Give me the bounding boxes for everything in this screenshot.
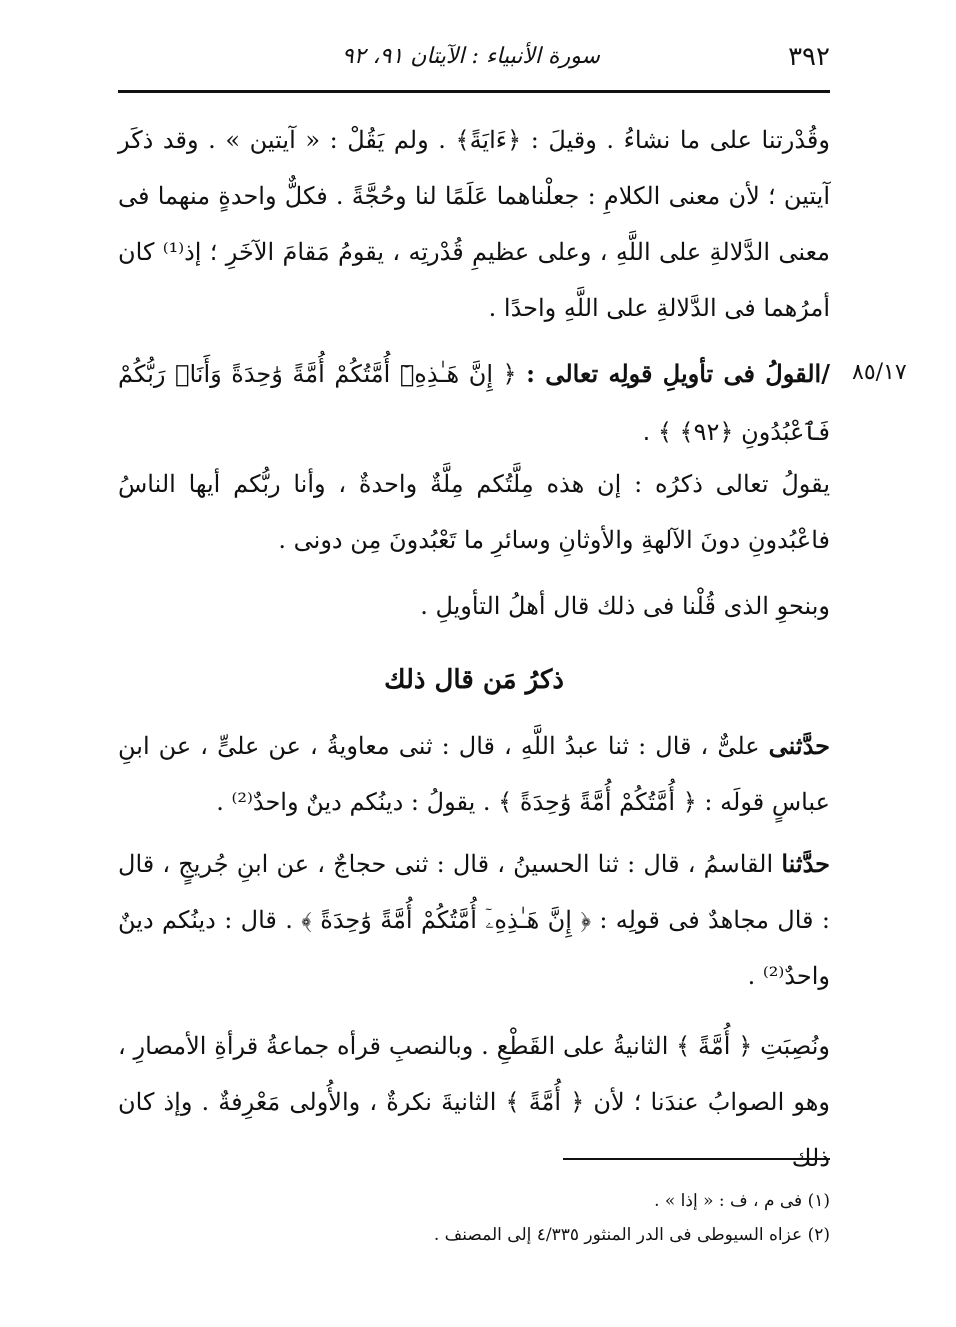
narration-1-lead: حدَّثنى — [768, 731, 830, 760]
section-title: ذكرُ مَن قال ذلك — [384, 665, 564, 695]
header-rule — [118, 90, 830, 93]
narration-2-text: القاسمُ ، قال : ثنا الحسينُ ، قال : ثنى حجاجٌ ، عن ابنِ جُريجٍ ، قال : قال مجاهدٌ فى قولِه : ﴿ إِنَّ هَـٰذِهِۦٓ أُمَّتُكُمْ أُمَّةً وَٰحِدَةً ﴾ . قال : دينُكم دينٌ واحدٌ⁽²⁾ . — [118, 850, 830, 990]
quran-verse: ﴿ إِنَّ هَـٰذِهِۦٓ أُمَّتُكُمْ أُمَّةً وَٰحِدَةً وَأَنَا۠ رَبُّكُمْ فَٱعْبُدُونِ ﴿٩٢﴾ ﴾ . — [118, 360, 830, 446]
narration-1 — [118, 718, 830, 830]
footnote-2: (٢) عزاه السيوطى فى الدر المنثور ٤/٣٣٥ إلى المصنف . — [433, 1225, 830, 1245]
verse-heading — [118, 345, 830, 461]
page-number: ٣٩٢ — [788, 42, 830, 72]
paragraph-4: ونُصِبَتِ ﴿ أُمَّةً ﴾ الثانيةُ على القَطْعِ . وبالنصبِ قرأه جماعةُ قرأةِ الأمصارِ ، وهو الصوابُ عندَنا ؛ لأن ﴿ أُمَّةً ﴾ الثانيةَ نكرةٌ ، والأُولى مَعْرِفةٌ . وإذ كان ذلك — [118, 1032, 831, 1172]
narration-2-lead: حدَّثنا — [781, 849, 830, 878]
heading-lead: /القولُ فى تأويلِ قولِه تعالى : — [526, 359, 830, 388]
margin-reference: ٨٥/١٧ — [852, 360, 907, 385]
footnote-1: (١) فى م ، ف : « إذا » . — [654, 1191, 830, 1211]
narration-2 — [118, 836, 830, 1004]
paragraph-2: يقولُ تعالى ذكرُه : إن هذه مِلَّتُكم مِلَّةٌ واحدةٌ ، وأنا ربُّكم أيها الناسُ فاعْبُدونِ دونَ الآلهةِ والأوثانِ وسائرِ ما تَعْبُدونَ مِن دونى . — [118, 470, 830, 554]
narration-1-text: علىٌّ ، قال : ثنا عبدُ اللَّهِ ، قال : ثنى معاويةُ ، عن علىٍّ ، عن ابنِ عباسٍ قولَه : ﴿ أُمَّتُكُمْ أُمَّةً وَٰحِدَةً ﴾ . يقولُ : دينُكم دينٌ واحدٌ⁽²⁾ . — [118, 732, 830, 816]
paragraph-3: وبنحوِ الذى قُلْنا فى ذلك قال أهلُ التأويلِ . — [420, 592, 830, 620]
paragraph-1: وقُدْرتنا على ما نشاءُ . وقيلَ : ﴿ءَايَةً﴾ . ولم يَقُلْ : « آيتين » . وقد ذكَر آيتين ؛ لأن معنى الكلامِ : جعلْناهما عَلَمًا لنا وحُجَّةً . فكلٌّ واحدةٍ منهما فى معنى الدَّلالةِ على اللَّهِ ، وعلى عظيمِ قُدْرتِه ، يقومُ مَقامَ الآخَرِ ؛ إذ⁽¹⁾ كان أمرُهما فى الدَّلالةِ على اللَّهِ واحدًا . — [118, 126, 831, 322]
footnote-rule — [563, 1158, 830, 1160]
running-title: سورة الأنبياء : الآيتان ٩١، ٩٢ — [341, 44, 600, 69]
page-header — [118, 36, 830, 78]
